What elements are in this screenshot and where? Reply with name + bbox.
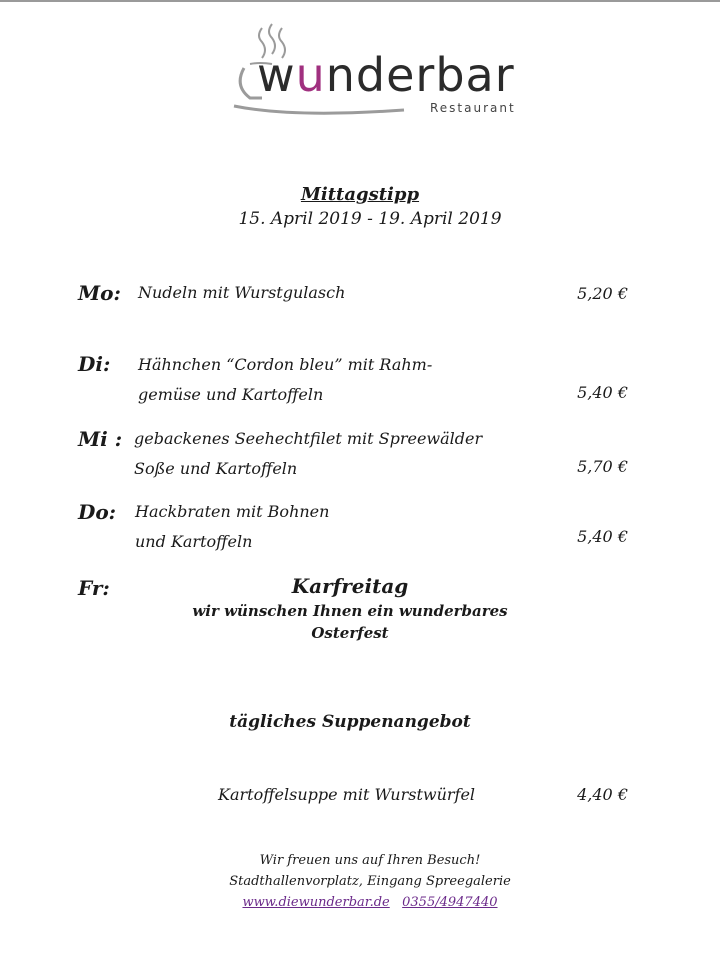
dish-mi: gebackenes Seehechtfilet mit Spreewälder Soße und Kartoffeln (134, 429, 483, 478)
soup-heading: tägliches Suppenangebot (229, 712, 471, 732)
day-label-di: Di: (78, 352, 111, 376)
page-title: Mittagstipp (300, 184, 420, 205)
day-label-do: Do: (78, 500, 117, 524)
holiday-title: Karfreitag (291, 574, 409, 598)
soup-price: 4,40 € (577, 785, 628, 804)
brand-subtitle: Restaurant (430, 101, 516, 115)
price-mo: 5,20 € (577, 284, 628, 303)
dish-do: Hackbraten mit Bohnen und Kartoffeln (135, 502, 330, 551)
day-label-fr: Fr: (78, 576, 110, 600)
price-do: 5,40 € (577, 527, 628, 546)
price-di: 5,40 € (577, 383, 628, 402)
footer-greeting: Wir freuen uns auf Ihren Besuch! (259, 853, 481, 868)
top-border (0, 0, 720, 2)
day-label-mo: Mo: (78, 281, 121, 305)
brand-name: wunderbar (257, 48, 515, 102)
date-range: 15. April 2019 - 19. April 2019 (238, 209, 502, 229)
dish-mo: Nudeln mit Wurstgulasch (138, 283, 346, 302)
soup-dish: Kartoffelsuppe mit Wurstwürfel (218, 785, 476, 804)
day-label-mi: Mi : (78, 427, 123, 451)
footer (0, 850, 720, 913)
holiday-wish: wir wünschen Ihnen ein wunderbares Osterfest (192, 602, 508, 642)
price-mi: 5,70 € (577, 457, 628, 476)
footer-address: Stadthallenvorplatz, Eingang Spreegalerie (229, 874, 511, 889)
phone-link[interactable]: 0355/4947440 (402, 895, 498, 910)
website-link[interactable]: www.diewunderbar.de (242, 895, 390, 910)
dish-di: Hähnchen “Cordon bleu” mit Rahm- gemüse und Kartoffeln (138, 355, 433, 404)
